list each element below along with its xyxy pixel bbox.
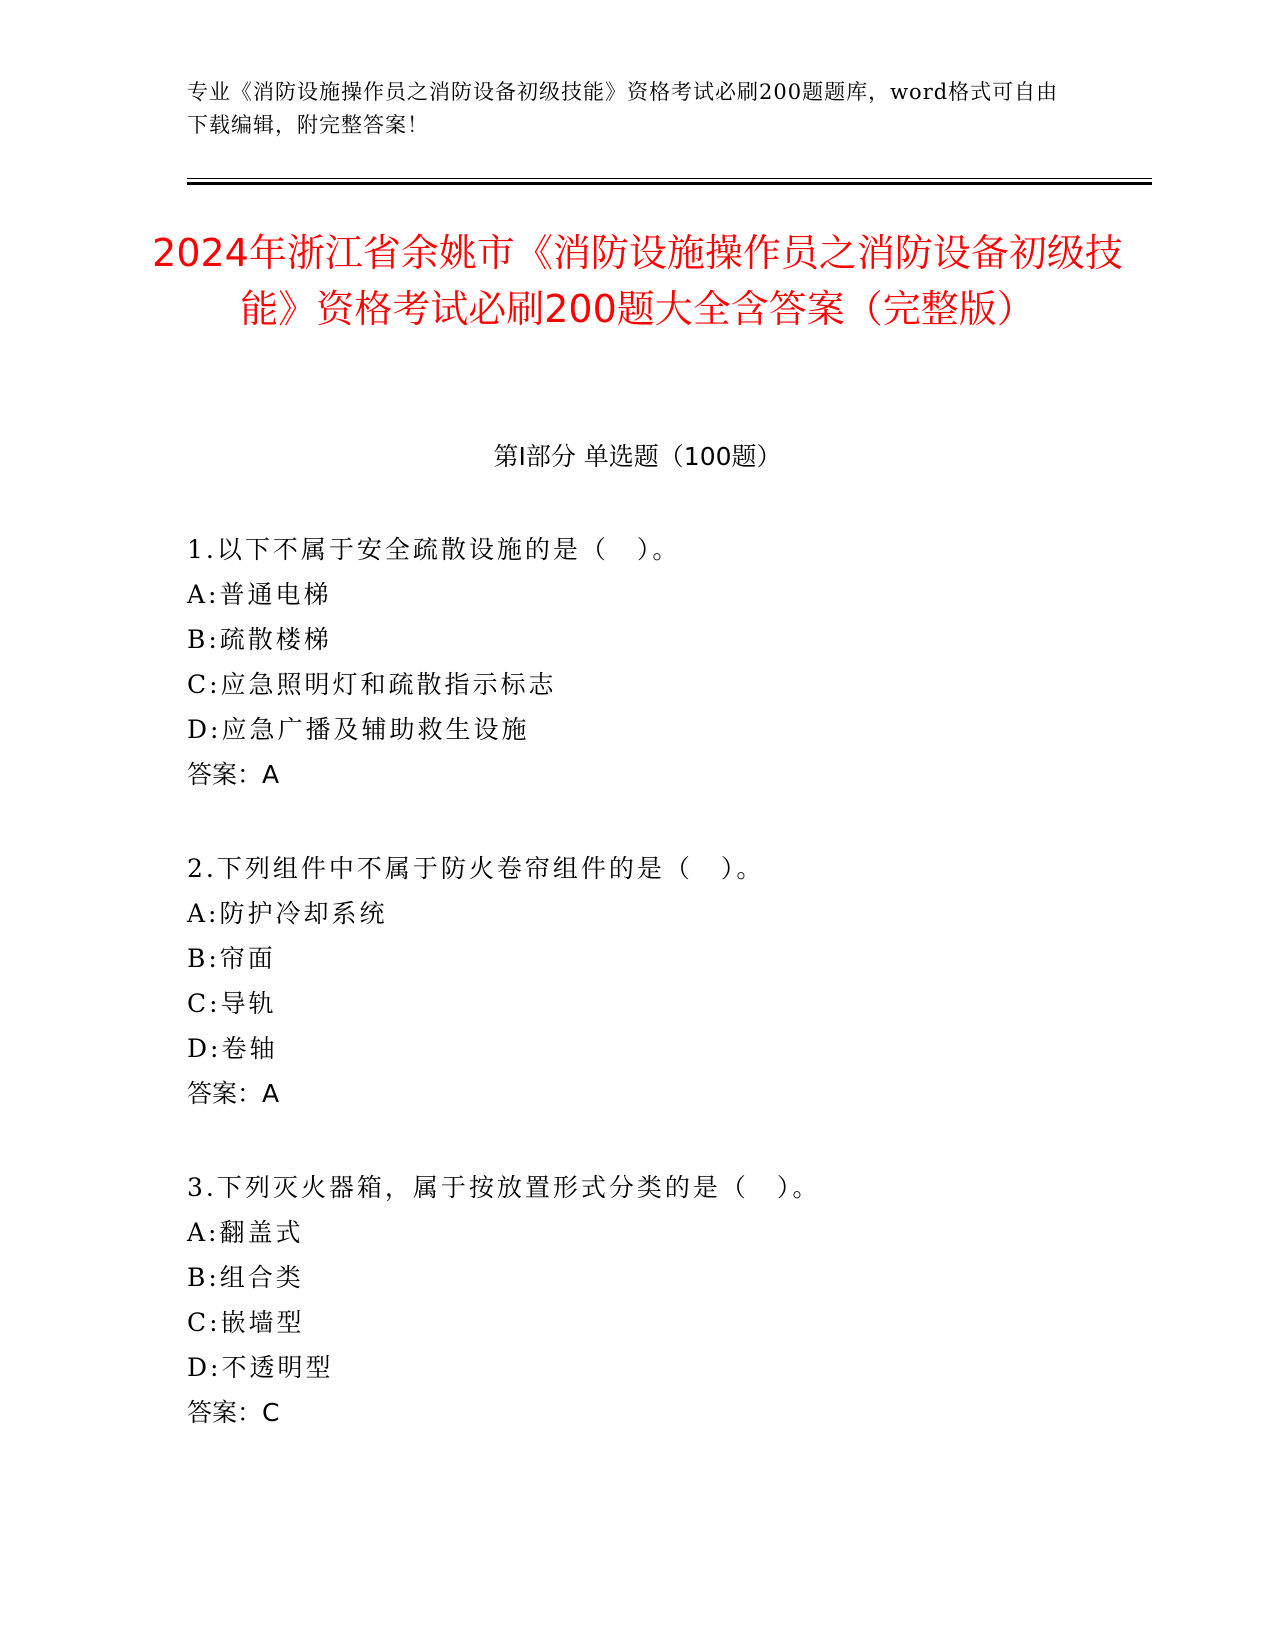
option-b: B:帘面 — [187, 944, 276, 973]
document-intro: 专业《消防设施操作员之消防设备初级技能》资格考试必刷200题题库，word格式可自由下载编辑，附完整答案！ — [187, 80, 1059, 137]
question-block — [187, 1165, 1187, 1435]
option-a: A:翻盖式 — [187, 1218, 304, 1247]
option-b: B:组合类 — [187, 1263, 304, 1292]
section-heading: 第I部分 单选题（100题） — [493, 442, 782, 471]
header-divider-thick — [187, 182, 1152, 185]
question-block — [187, 527, 1187, 797]
answer: 答案：A — [187, 1079, 280, 1108]
document-title: 2024年浙江省余姚市《消防设施操作员之消防设备初级技能》资格考试必刷200题大全含答案（完整版） — [152, 231, 1123, 331]
option-a: A:防护冷却系统 — [187, 899, 388, 928]
header-divider-thin — [187, 178, 1152, 179]
question-block — [187, 846, 1187, 1116]
option-d: D:应急广播及辅助救生设施 — [187, 715, 530, 744]
question-stem: 2.下列组件中不属于防火卷帘组件的是（ ）。 — [187, 854, 765, 883]
question-stem: 3.下列灭火器箱，属于按放置形式分类的是（ ）。 — [187, 1173, 821, 1202]
option-d: D:卷轴 — [187, 1034, 278, 1063]
option-c: C:导轨 — [187, 989, 277, 1018]
option-d: D:不透明型 — [187, 1353, 334, 1382]
answer: 答案：C — [187, 1398, 280, 1427]
answer: 答案：A — [187, 760, 280, 789]
option-a: A:普通电梯 — [187, 580, 332, 609]
option-c: C:应急照明灯和疏散指示标志 — [187, 670, 557, 699]
option-b: B:疏散楼梯 — [187, 625, 332, 654]
question-stem: 1.以下不属于安全疏散设施的是（ ）。 — [187, 535, 681, 564]
option-c: C:嵌墙型 — [187, 1308, 305, 1337]
